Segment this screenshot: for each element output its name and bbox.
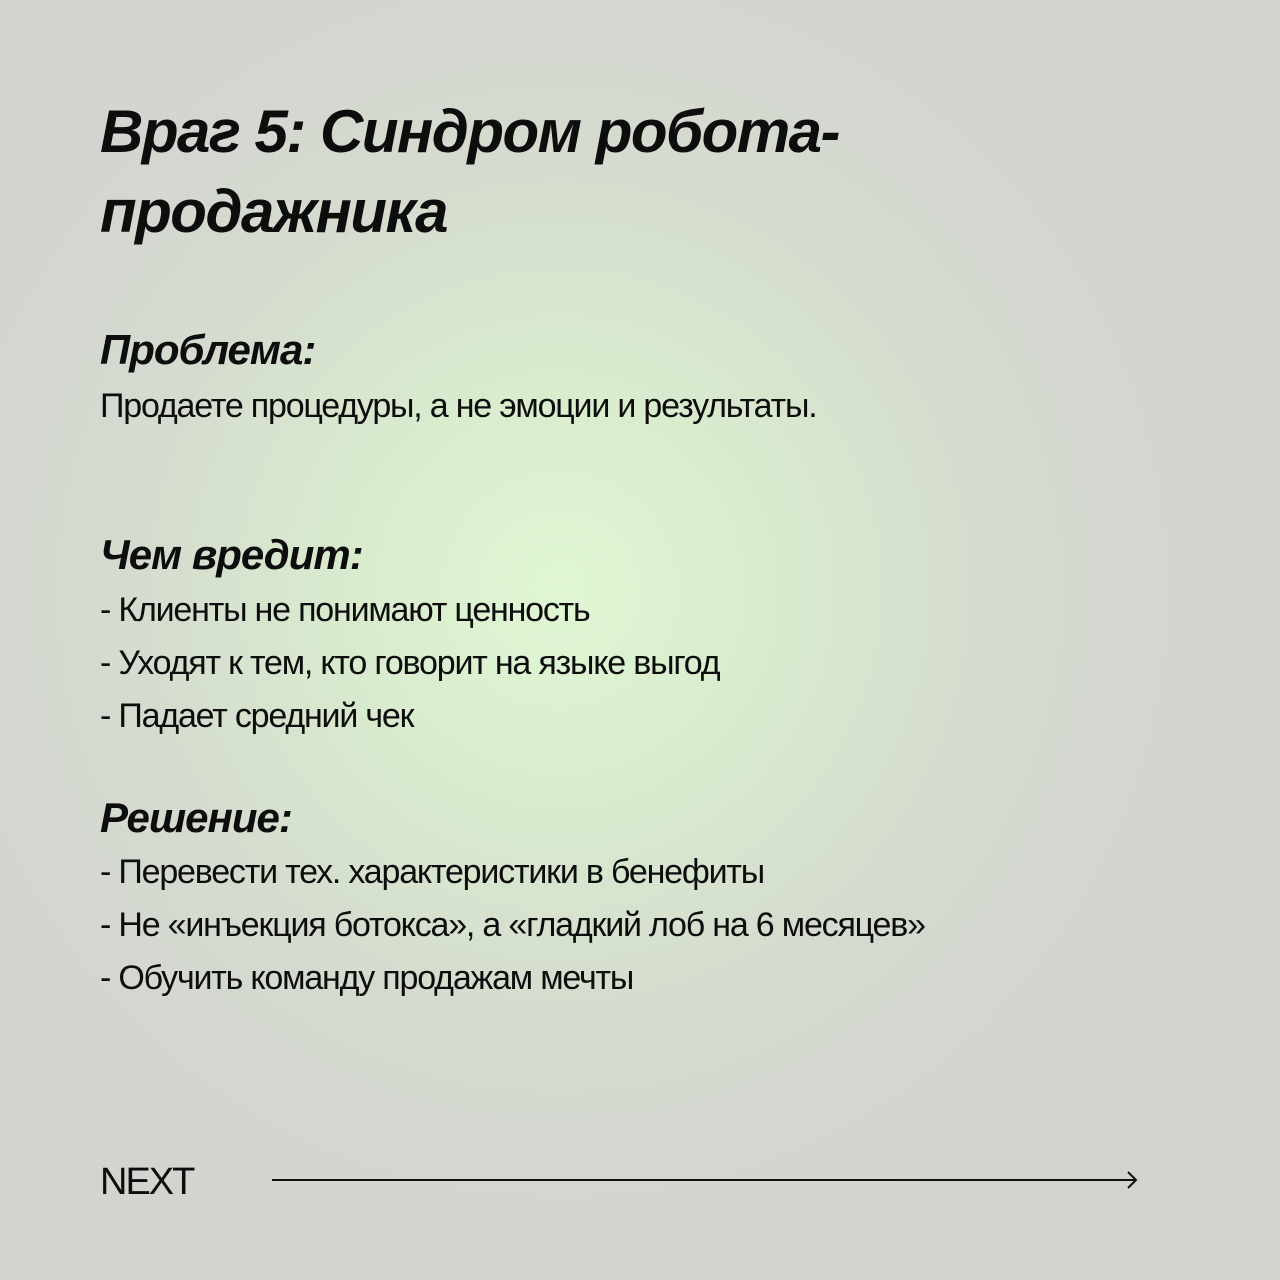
list-item: - Клиенты не понимают ценность bbox=[100, 591, 590, 629]
solution-list bbox=[100, 846, 925, 1005]
list-item: - Не «инъекция ботокса», а «гладкий лоб на 6 месяцев» bbox=[100, 906, 925, 944]
harm-list bbox=[100, 584, 719, 743]
harm-heading: Чем вредит: bbox=[100, 531, 363, 578]
page-title: Враг 5: Синдром робота-продажника bbox=[100, 98, 840, 245]
next-button[interactable]: NEXT bbox=[100, 1161, 194, 1203]
problem-heading: Проблема: bbox=[100, 326, 316, 373]
list-item: - Уходят к тем, кто говорит на языке выгод bbox=[100, 644, 720, 682]
list-item: - Перевести тех. характеристики в бенефиты bbox=[100, 853, 765, 891]
list-item: - Падает средний чек bbox=[100, 697, 414, 735]
arrow-right-icon[interactable] bbox=[272, 1168, 1138, 1192]
list-item: - Обучить команду продажам мечты bbox=[100, 959, 634, 997]
solution-heading: Решение: bbox=[100, 794, 292, 841]
problem-text: Продаете процедуры, а не эмоции и результаты. bbox=[100, 387, 817, 425]
